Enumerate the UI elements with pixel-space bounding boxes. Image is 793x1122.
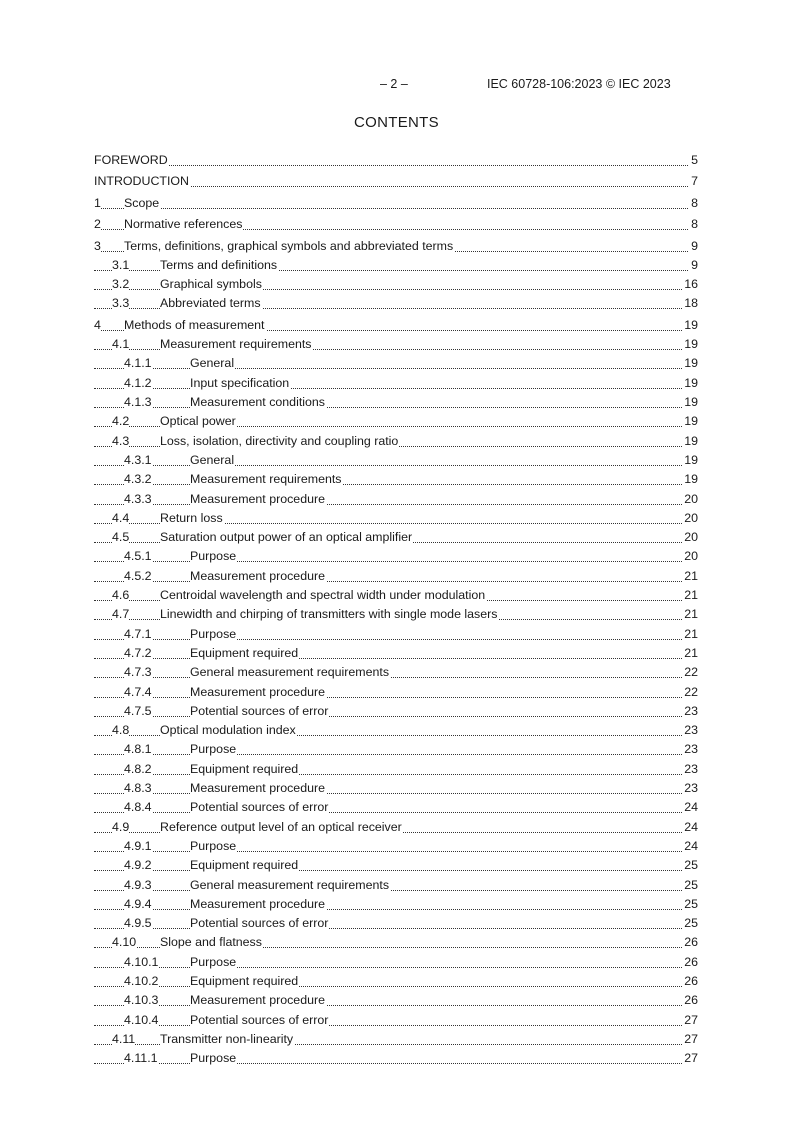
toc-entry-label: Linewidth and chirping of transmitters with single mode lasers bbox=[160, 607, 498, 622]
toc-entry[interactable] bbox=[94, 292, 698, 311]
toc-entry-label: General measurement requirements bbox=[190, 665, 390, 680]
toc-entry-label: Equipment required bbox=[190, 858, 299, 873]
toc-entry-label: Normative references bbox=[124, 217, 243, 231]
toc-entry-number: 4.5.2 bbox=[124, 568, 152, 583]
toc-entry[interactable] bbox=[94, 168, 698, 190]
toc-entry-label: Purpose bbox=[190, 549, 237, 564]
toc-entry-page: 25 bbox=[684, 896, 698, 911]
toc-entry-label: Optical power bbox=[160, 414, 236, 429]
toc-entry-page: 21 bbox=[684, 588, 698, 603]
toc-entry-page: 19 bbox=[684, 337, 698, 352]
toc-entry-page: 19 bbox=[684, 414, 698, 429]
toc-entry-page: 22 bbox=[684, 665, 698, 680]
toc-entry-number: 4.2 bbox=[112, 414, 130, 429]
toc-entry-number: 4.1.2 bbox=[124, 375, 152, 390]
toc-entry[interactable] bbox=[94, 719, 698, 738]
toc-entry-number: 4.3.3 bbox=[124, 491, 152, 506]
dot-leader bbox=[94, 928, 688, 929]
toc-entry-label: Measurement procedure bbox=[190, 781, 325, 796]
toc-entry-number: 4.8.4 bbox=[124, 800, 152, 815]
toc-entry-number: 4.7.4 bbox=[124, 684, 152, 699]
toc-entry-number: 3.1 bbox=[112, 257, 130, 272]
toc-entry-label: Measurement procedure bbox=[190, 896, 325, 911]
dot-leader bbox=[94, 774, 688, 775]
toc-entry-page: 22 bbox=[684, 684, 698, 699]
dot-leader bbox=[94, 697, 688, 698]
toc-entry[interactable] bbox=[94, 970, 698, 989]
toc-entry-label: Measurement procedure bbox=[190, 993, 325, 1008]
toc-entry-page: 27 bbox=[684, 1012, 698, 1027]
toc-entry-number: 4.9.1 bbox=[124, 838, 152, 853]
toc-entry-page: 16 bbox=[684, 277, 698, 292]
toc-entry-page: 24 bbox=[684, 800, 698, 815]
toc-entry-label: FOREWORD bbox=[94, 152, 168, 167]
toc-entry-number: 4.9.2 bbox=[124, 858, 152, 873]
dot-leader bbox=[94, 1063, 688, 1064]
toc-entry[interactable] bbox=[94, 873, 698, 892]
toc-entry-number: 4.8.2 bbox=[124, 761, 152, 776]
toc-entry[interactable] bbox=[94, 931, 698, 950]
toc-entry-page: 20 bbox=[684, 510, 698, 525]
toc-entry[interactable] bbox=[94, 584, 698, 603]
toc-entry-page: 27 bbox=[684, 1051, 698, 1066]
toc-entry-label: Optical modulation index bbox=[160, 723, 296, 738]
toc-entry[interactable] bbox=[94, 526, 698, 545]
toc-entry-page: 19 bbox=[684, 452, 698, 467]
toc-entry-label: Purpose bbox=[190, 838, 237, 853]
toc-entry-page: 23 bbox=[684, 742, 698, 757]
toc-entry-number: 4.10 bbox=[112, 935, 137, 950]
toc-entry-page: 18 bbox=[684, 296, 698, 311]
toc-entry-page: 19 bbox=[684, 356, 698, 371]
toc-entry-number: 4.1 bbox=[112, 337, 130, 352]
toc-entry-label: Equipment required bbox=[190, 761, 299, 776]
toc-entry-page: 23 bbox=[684, 723, 698, 738]
toc-entry-label: Loss, isolation, directivity and coupling ratio bbox=[160, 433, 399, 448]
toc-entry-page: 21 bbox=[684, 626, 698, 641]
dot-leader bbox=[94, 639, 688, 640]
toc-entry[interactable] bbox=[94, 429, 698, 448]
toc-entry-number: 4.10.2 bbox=[124, 973, 159, 988]
toc-entry[interactable] bbox=[94, 545, 698, 564]
toc-entry[interactable] bbox=[94, 352, 698, 371]
page-number: – 2 – bbox=[380, 77, 408, 91]
toc-entry-label: Reference output level of an optical receiver bbox=[160, 819, 402, 834]
toc-entry-page: 19 bbox=[684, 433, 698, 448]
toc-entry-label: Measurement procedure bbox=[190, 684, 325, 699]
dot-leader bbox=[94, 986, 688, 987]
toc-entry-label: Purpose bbox=[190, 1051, 237, 1066]
toc-entry[interactable] bbox=[94, 333, 698, 352]
toc-entry-label: Measurement procedure bbox=[190, 568, 325, 583]
toc-entry-label: Transmitter non-linearity bbox=[160, 1031, 294, 1046]
dot-leader bbox=[94, 851, 688, 852]
toc-entry-number: 4.10.3 bbox=[124, 993, 159, 1008]
dot-leader bbox=[94, 677, 688, 678]
toc-entry-number: 4.9 bbox=[112, 819, 130, 834]
toc-entry-page: 26 bbox=[684, 973, 698, 988]
toc-entry[interactable] bbox=[94, 603, 698, 622]
dot-leader bbox=[94, 581, 688, 582]
toc-entry-number: 4.11.1 bbox=[124, 1051, 158, 1066]
toc-entry[interactable] bbox=[94, 777, 698, 796]
toc-entry-page: 7 bbox=[691, 174, 698, 188]
dot-leader bbox=[94, 465, 688, 466]
toc-entry-number: 3.2 bbox=[112, 277, 130, 292]
toc-entry[interactable] bbox=[94, 738, 698, 757]
toc-entry-label: Measurement procedure bbox=[190, 491, 325, 506]
toc-entry-number: 4.4 bbox=[112, 510, 130, 525]
toc-entry[interactable] bbox=[94, 854, 698, 873]
toc-entry-page: 19 bbox=[684, 375, 698, 390]
toc-entry-page: 23 bbox=[684, 781, 698, 796]
toc-entry-page: 25 bbox=[684, 916, 698, 931]
toc-entry-number: 4.7.1 bbox=[124, 626, 152, 641]
toc-entry-number: 4.3 bbox=[112, 433, 130, 448]
toc-entry-page: 24 bbox=[684, 838, 698, 853]
toc-entry-label: General bbox=[190, 452, 235, 467]
toc-entry[interactable] bbox=[94, 449, 698, 468]
dot-leader bbox=[94, 407, 688, 408]
toc-entry[interactable] bbox=[94, 912, 698, 931]
toc-entry[interactable] bbox=[94, 950, 698, 969]
toc-entry[interactable] bbox=[94, 835, 698, 854]
toc-entry-label: Potential sources of error bbox=[190, 1012, 329, 1027]
toc-entry-number: 4.9.5 bbox=[124, 916, 152, 931]
toc-entry-number: 4.3.1 bbox=[124, 452, 152, 467]
toc-entry[interactable] bbox=[94, 1028, 698, 1047]
toc-entry-label: Return loss bbox=[160, 510, 223, 525]
toc-entry-number: 4.7.5 bbox=[124, 703, 152, 718]
toc-entry[interactable] bbox=[94, 189, 698, 211]
toc-entry[interactable] bbox=[94, 989, 698, 1008]
toc-entry-number: 1 bbox=[94, 195, 101, 210]
toc-entry[interactable] bbox=[94, 700, 698, 719]
toc-entry-page: 8 bbox=[691, 217, 698, 231]
toc-entry[interactable] bbox=[94, 273, 698, 292]
toc-entry-number: 4.5 bbox=[112, 530, 130, 545]
dot-leader bbox=[94, 1025, 688, 1026]
toc-entry-label: Measurement requirements bbox=[160, 337, 312, 352]
toc-entry-page: 5 bbox=[691, 152, 698, 167]
toc-entry-number: 4.7 bbox=[112, 607, 130, 622]
toc-entry[interactable] bbox=[94, 507, 698, 526]
dot-leader bbox=[94, 658, 688, 659]
page-title: CONTENTS bbox=[354, 114, 439, 131]
toc-entry[interactable] bbox=[94, 815, 698, 834]
toc-entry[interactable] bbox=[94, 211, 698, 233]
toc-entry-page: 20 bbox=[684, 549, 698, 564]
toc-entry[interactable] bbox=[94, 1008, 698, 1027]
toc-entry-label: Terms, definitions, graphical symbols and abbreviated terms bbox=[124, 238, 454, 253]
toc-entry-label: Centroidal wavelength and spectral width under modulation bbox=[160, 588, 486, 603]
toc-entry-number: 4.8 bbox=[112, 723, 130, 738]
dot-leader bbox=[94, 388, 688, 389]
toc-entry-label: Purpose bbox=[190, 742, 237, 757]
dot-leader bbox=[94, 165, 688, 166]
toc-entry[interactable] bbox=[94, 311, 698, 333]
dot-leader bbox=[94, 716, 688, 717]
dot-leader bbox=[94, 890, 688, 891]
toc-entry-label: Measurement requirements bbox=[190, 472, 342, 487]
toc-entry-number: 4.1.1 bbox=[124, 356, 152, 371]
dot-leader bbox=[94, 909, 688, 910]
dot-leader bbox=[94, 561, 688, 562]
toc-entry-label: Potential sources of error bbox=[190, 916, 329, 931]
toc-entry-page: 9 bbox=[691, 238, 698, 253]
toc-entry-page: 8 bbox=[691, 195, 698, 210]
toc-entry[interactable] bbox=[94, 661, 698, 680]
toc-entry-page: 21 bbox=[684, 568, 698, 583]
toc-entry[interactable] bbox=[94, 232, 698, 254]
toc-entry-number: 4.9.4 bbox=[124, 896, 152, 911]
toc-entry-label: Measurement conditions bbox=[190, 395, 325, 410]
toc-entry[interactable] bbox=[94, 622, 698, 641]
toc-entry-label: Equipment required bbox=[190, 645, 299, 660]
toc-entry-number: 4.3.2 bbox=[124, 472, 152, 487]
toc-entry-page: 25 bbox=[684, 858, 698, 873]
toc-entry-label: General measurement requirements bbox=[190, 877, 390, 892]
toc-entry-label: Slope and flatness bbox=[160, 935, 262, 950]
toc-entry[interactable] bbox=[94, 893, 698, 912]
toc-entry-number: 3 bbox=[94, 238, 101, 253]
toc-entry-label: Purpose bbox=[190, 626, 237, 641]
toc-entry[interactable] bbox=[94, 371, 698, 390]
toc-entry-label: INTRODUCTION bbox=[94, 174, 189, 188]
toc-entry-label: Potential sources of error bbox=[190, 703, 329, 718]
toc-entry-page: 25 bbox=[684, 877, 698, 892]
toc-entry[interactable] bbox=[94, 254, 698, 273]
toc-entry-page: 26 bbox=[684, 954, 698, 969]
toc-entry-number: 4.7.2 bbox=[124, 645, 152, 660]
toc-entry[interactable] bbox=[94, 564, 698, 583]
toc-entry[interactable] bbox=[94, 468, 698, 487]
toc-entry-page: 23 bbox=[684, 761, 698, 776]
toc-entry-page: 19 bbox=[684, 317, 698, 332]
toc-entry-number: 4.9.3 bbox=[124, 877, 152, 892]
dot-leader bbox=[94, 484, 688, 485]
toc-entry-page: 21 bbox=[684, 607, 698, 622]
toc-entry-label: Graphical symbols bbox=[160, 277, 262, 292]
toc-entry[interactable] bbox=[94, 410, 698, 429]
toc-entry-page: 20 bbox=[684, 530, 698, 545]
toc-entry-label: General bbox=[190, 356, 235, 371]
toc-entry[interactable] bbox=[94, 391, 698, 410]
dot-leader bbox=[94, 208, 688, 209]
dot-leader bbox=[94, 1005, 688, 1006]
toc-entry[interactable] bbox=[94, 757, 698, 776]
toc-entry-page: 19 bbox=[684, 395, 698, 410]
toc-entry-page: 27 bbox=[684, 1031, 698, 1046]
dot-leader bbox=[94, 793, 688, 794]
dot-leader bbox=[94, 812, 688, 813]
toc-entry-page: 21 bbox=[684, 645, 698, 660]
toc-entry-number: 4.8.3 bbox=[124, 781, 152, 796]
toc-entry-label: Purpose bbox=[190, 954, 237, 969]
toc-entry-page: 19 bbox=[684, 472, 698, 487]
toc-entry[interactable] bbox=[94, 146, 698, 168]
toc-entry-label: Scope bbox=[124, 195, 160, 210]
toc-entry-label: Potential sources of error bbox=[190, 800, 329, 815]
standard-reference: IEC 60728-106:2023 © IEC 2023 bbox=[487, 77, 671, 91]
dot-leader bbox=[94, 754, 688, 755]
dot-leader bbox=[94, 870, 688, 871]
toc-entry-label: Equipment required bbox=[190, 973, 299, 988]
dot-leader bbox=[94, 967, 688, 968]
toc-entry[interactable] bbox=[94, 680, 698, 699]
toc-entry-number: 4.11 bbox=[112, 1031, 136, 1046]
toc-entry-page: 9 bbox=[691, 257, 698, 272]
toc-entry-label: Input specification bbox=[190, 375, 290, 390]
toc-entry-page: 26 bbox=[684, 993, 698, 1008]
toc-entry-number: 4.10.4 bbox=[124, 1012, 159, 1027]
dot-leader bbox=[94, 504, 688, 505]
toc-entry[interactable] bbox=[94, 796, 698, 815]
toc-entry-page: 23 bbox=[684, 703, 698, 718]
toc-entry-number: 4.5.1 bbox=[124, 549, 152, 564]
toc-entry-number: 4.7.3 bbox=[124, 665, 152, 680]
toc-entry-label: Abbreviated terms bbox=[160, 296, 261, 311]
toc-entry-label: Methods of measurement bbox=[124, 317, 265, 332]
toc-entry-number: 3.3 bbox=[112, 296, 130, 311]
toc-entry-label: Terms and definitions bbox=[160, 257, 278, 272]
toc-entry-number: 4 bbox=[94, 317, 101, 332]
toc-entry-label: Saturation output power of an optical amplifier bbox=[160, 530, 413, 545]
toc-entry-page: 20 bbox=[684, 491, 698, 506]
toc-entry-page: 26 bbox=[684, 935, 698, 950]
toc-entry-number: 2 bbox=[94, 217, 101, 231]
toc-entry[interactable] bbox=[94, 1047, 698, 1066]
toc-entry-number: 4.1.3 bbox=[124, 395, 152, 410]
dot-leader bbox=[94, 368, 688, 369]
toc-entry-number: 4.8.1 bbox=[124, 742, 152, 757]
toc-entry-number: 4.6 bbox=[112, 588, 130, 603]
toc-entry-page: 24 bbox=[684, 819, 698, 834]
toc-entry[interactable] bbox=[94, 487, 698, 506]
table-of-contents bbox=[94, 146, 698, 1066]
toc-entry[interactable] bbox=[94, 642, 698, 661]
toc-entry-number: 4.10.1 bbox=[124, 954, 159, 969]
